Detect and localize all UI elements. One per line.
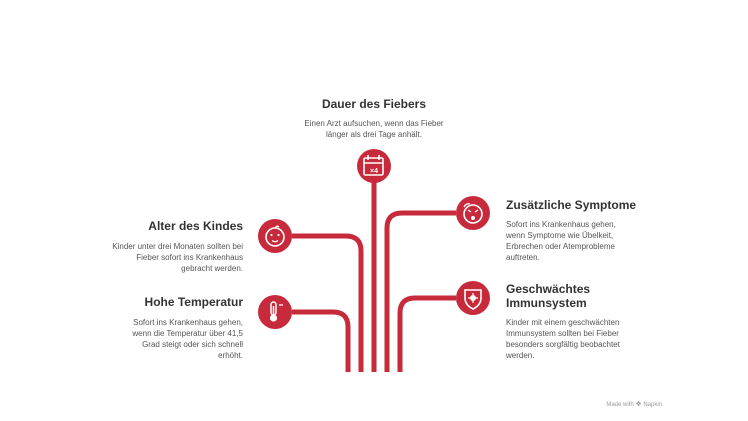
node-title-temperatur: Hohe Temperatur: [144, 295, 243, 309]
node-title-immun: Geschwächtes Immunsystem: [506, 282, 591, 310]
node-desc-temperatur: Sofort ins Krankenhaus gehen, wenn die Temperatur über 41,5 Grad steigt oder sich schnell erhöht.: [132, 318, 243, 360]
sick-face-icon: [456, 196, 490, 230]
node-title-symptome: Zusätzliche Symptome: [506, 198, 637, 212]
footer-watermark: [606, 400, 662, 408]
branch-line-temperatur: [292, 312, 348, 372]
shield-virus-icon: [456, 281, 490, 315]
footer-brand: Napkin: [643, 402, 662, 408]
footer-made-with: Made with: [606, 402, 634, 408]
node-desc-symptome: Sofort ins Krankenhaus gehen, wenn Symptome wie Übelkeit, Erbrechen oder Atemprobleme auftreten.: [506, 220, 616, 262]
node-title-dauer: Dauer des Fiebers: [321, 97, 427, 111]
svg-text:×4: ×4: [370, 168, 378, 175]
thermometer-icon: [258, 295, 292, 329]
branch-line-immun: [400, 298, 456, 372]
branch-line-alter: [292, 236, 361, 372]
baby-face-icon: [258, 219, 292, 253]
node-desc-immun: Kinder mit einem geschwächten Immunsystem sollten bei Fieber besonders sorgfältig beobachtet werden.: [506, 318, 620, 360]
node-desc-dauer: Einen Arzt aufsuchen, wenn das Fieber länger als drei Tage anhält.: [304, 119, 444, 139]
node-title-alter: Alter des Kindes: [148, 219, 243, 233]
node-desc-alter: Kinder unter drei Monaten sollten bei Fieber sofort ins Krankenhaus gebracht werden.: [112, 242, 243, 273]
napkin-logo-icon: ❖: [635, 401, 642, 408]
calendar-x4-icon: [357, 149, 391, 183]
branch-line-symptome: [387, 213, 456, 372]
